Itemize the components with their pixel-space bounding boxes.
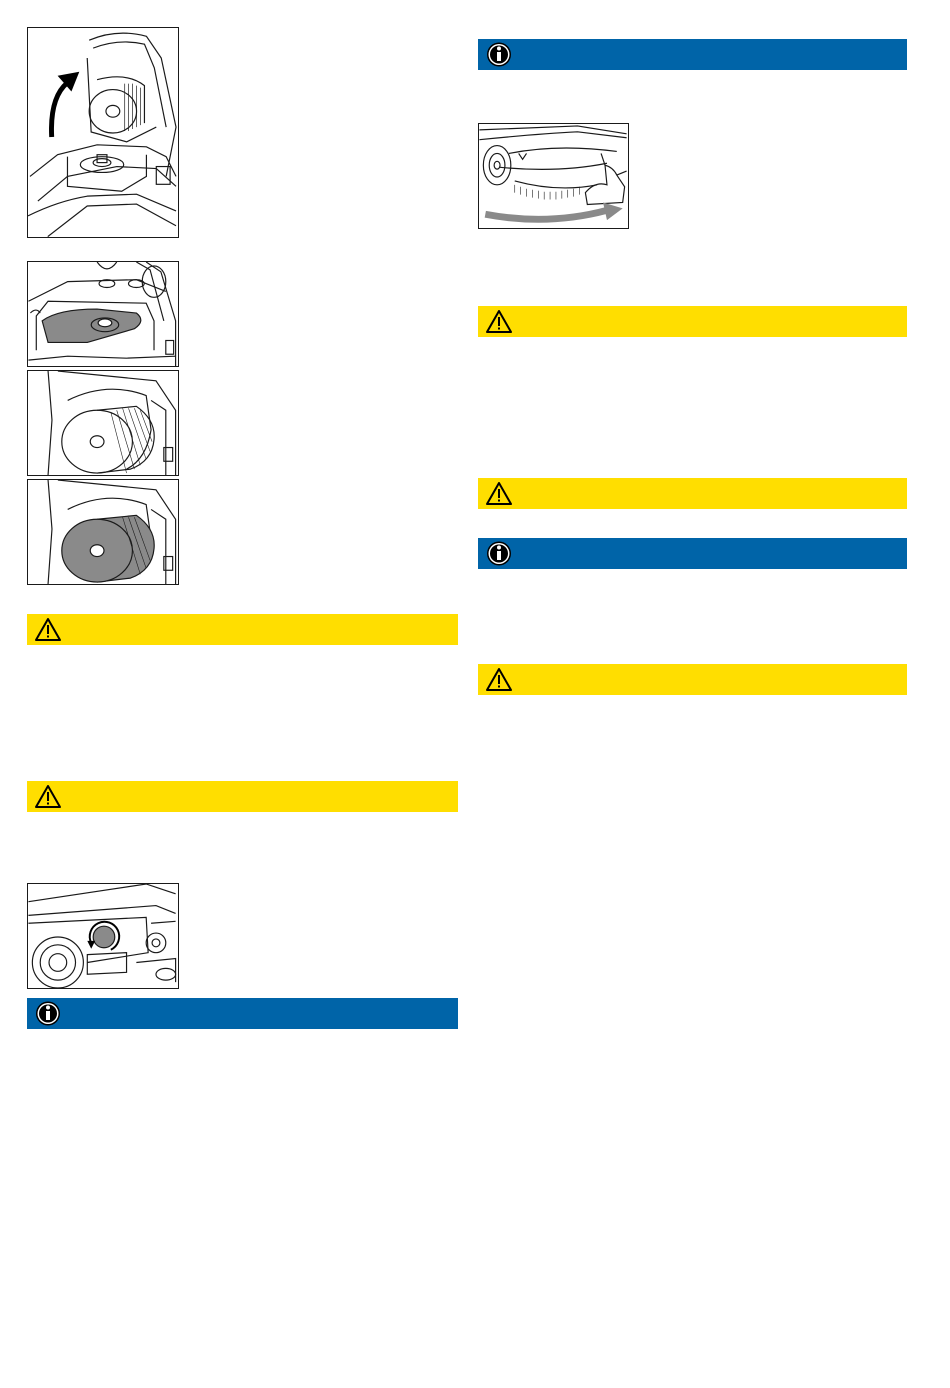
warning-triangle-icon [34, 783, 62, 810]
warning-triangle-icon [485, 308, 513, 335]
filter-element-grey-drawing [28, 480, 178, 584]
brush-knob-drawing [28, 884, 178, 988]
warning-bar [478, 478, 907, 509]
warning-triangle-icon [34, 616, 62, 643]
filter-cover-open-illustration [27, 27, 179, 238]
filter-housing-drawing [28, 262, 178, 366]
info-bar [478, 39, 907, 70]
info-circle-icon [34, 1000, 62, 1027]
filter-housing-illustration [27, 261, 179, 367]
info-bar [27, 998, 458, 1029]
warning-bar [27, 781, 458, 812]
filter-cover-open-drawing [28, 28, 178, 237]
warning-bar [478, 664, 907, 695]
info-circle-icon [485, 41, 513, 68]
warning-triangle-icon [485, 480, 513, 507]
warning-bar [27, 614, 458, 645]
info-bar [478, 538, 907, 569]
brush-knob-illustration [27, 883, 179, 989]
brush-mount-illustration [478, 123, 629, 229]
filter-element-grey-illustration [27, 479, 179, 585]
filter-element-illustration [27, 370, 179, 476]
filter-element-drawing [28, 371, 178, 475]
brush-mount-drawing [479, 124, 628, 228]
warning-triangle-icon [485, 666, 513, 693]
warning-bar [478, 306, 907, 337]
info-circle-icon [485, 540, 513, 567]
